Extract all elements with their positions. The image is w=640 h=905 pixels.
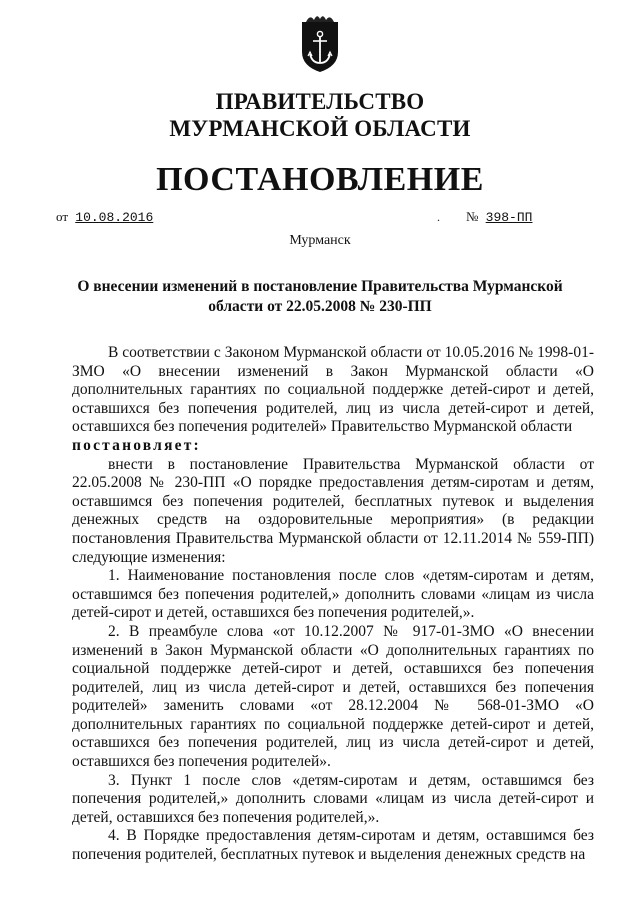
item-4-paragraph: 4. В Порядке предоставления детям-сиротам и детям, оставшимся без попечения родителей, бесплатных путевок и выделения денежных средств на <box>72 827 594 864</box>
item-1-paragraph: 1. Наименование постановления после слов «детям-сиротам и детям, оставшимся без попечения родителей,» дополнить словами «лицам из числа детей-сирот и детей, оставшихся без попечения родителей,». <box>72 567 594 622</box>
number-value: 398-ПП <box>485 210 533 225</box>
date-value: 10.08.2016 <box>75 210 154 225</box>
government-name-line1: ПРАВИТЕЛЬСТВО <box>215 89 425 114</box>
decree-date <box>56 209 161 226</box>
resolves-line <box>72 437 594 456</box>
decree-subject <box>60 277 580 317</box>
resolves-word: постановляет: <box>72 436 201 454</box>
subject-line1: О внесении изменений в постановление Правительства Мурманской <box>77 278 563 295</box>
decree-body <box>72 344 594 865</box>
stray-mark: . <box>437 210 440 224</box>
decree-title: ПОСТАНОВЛЕНИЕ <box>156 161 484 198</box>
city-name: Мурманск <box>289 233 351 248</box>
decree-number <box>466 209 560 226</box>
coat-of-arms-icon <box>298 12 342 74</box>
intro-paragraph: внести в постановление Правительства Мурманской области от 22.05.2008 № 230-ПП «О порядке предоставления детям-сиротам и детям, оставшимся без попечения родителей, бесплатных путевок и выделения денежных средств на оздоровительные мероприятия» (в редакции постановления Правительства Мурманской области от 12.11.2014 № 559-ПП) следующие изменения: <box>72 455 594 566</box>
date-prefix: от <box>56 209 69 224</box>
item-2-paragraph: 2. В преамбуле слова «от 10.12.2007 № 917-01-ЗМО «О внесении изменений в Закон Мурманской области «О дополнительных гарантиях по социальной поддержке детей-сирот и детей, оставшихся без попечения родителей, лиц из числа детей-сирот и детей, оставшихся без попечения родителей» заменить словами «от 28.12.2004 № 568-01-ЗМО «О дополнительных гарантиях по социальной поддержке детей-сирот и детей, оставшихся без попечения родителей, лиц из числа детей-сирот и детей, оставшихся без попечения родителей». <box>72 622 594 771</box>
government-name-line2: МУРМАНСКОЙ ОБЛАСТИ <box>169 116 471 141</box>
item-3-paragraph: 3. Пункт 1 после слов «детям-сиротам и детям, оставшимся без попечения родителей,» дополнить словами «лицам из числа детей-сирот и детей, оставшихся без попечения родителей,». <box>72 771 594 826</box>
subject-line2: области от 22.05.2008 № 230-ПП <box>208 298 432 315</box>
number-prefix: № <box>466 209 479 224</box>
preamble-paragraph: В соответствии с Законом Мурманской области от 10.05.2016 № 1998-01-ЗМО «О внесении изменений в Закон Мурманской области «О дополнительных гарантиях по социальной поддержке детей-сирот и детей, оставшихся без попечения родителей, лиц из числа детей-сирот и детей, оставшихся без попечения родителей» Правительство Мурманской области <box>72 344 594 436</box>
